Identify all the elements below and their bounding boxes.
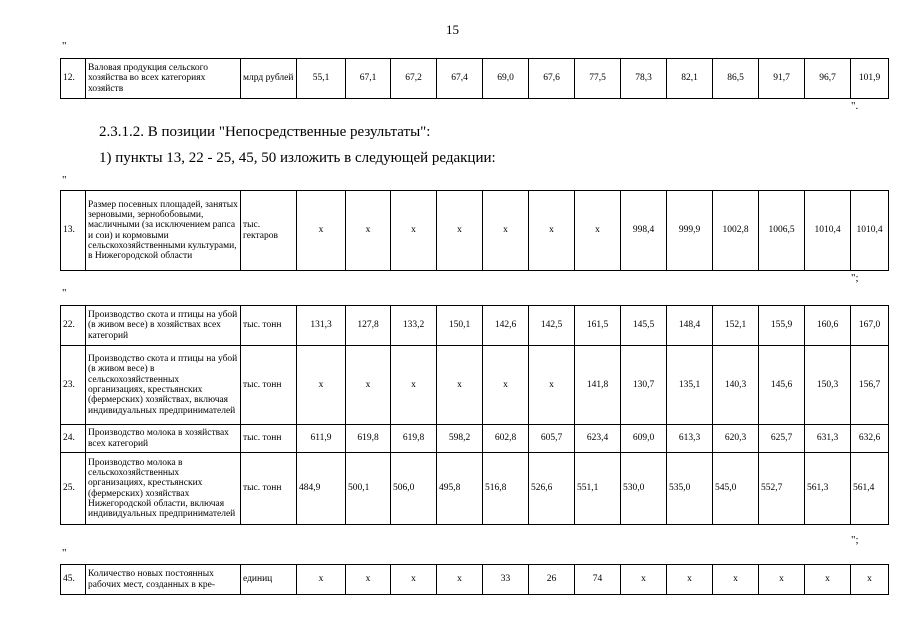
value-cell: 33: [483, 565, 529, 595]
indicator-name-cell: Производство молока в хозяйствах всех категорий: [86, 425, 241, 453]
table-rows-22-25: [60, 305, 889, 525]
value-cell: 495,8: [437, 453, 483, 525]
value-cell: x: [297, 191, 346, 271]
value-cell: x: [805, 565, 851, 595]
value-cell: 131,3: [297, 306, 346, 346]
value-cell: 620,3: [713, 425, 759, 453]
value-cell: x: [391, 565, 437, 595]
value-cell: 82,1: [667, 59, 713, 99]
paragraph-instruction: 1) пункты 13, 22 - 25, 45, 50 изложить в следующей редакции:: [99, 150, 496, 166]
value-cell: 141,8: [575, 346, 621, 425]
table-row: [61, 191, 889, 271]
closing-quote-mark: ".: [851, 100, 859, 112]
value-cell: 625,7: [759, 425, 805, 453]
value-cell: x: [437, 191, 483, 271]
value-cell: 55,1: [297, 59, 346, 99]
value-cell: 161,5: [575, 306, 621, 346]
value-cell: 619,8: [391, 425, 437, 453]
opening-quote: ": [62, 40, 67, 52]
value-cell: 602,8: [483, 425, 529, 453]
value-cell: x: [346, 565, 391, 595]
paragraph-2-3-1-2: 2.3.1.2. В позиции "Непосредственные результаты":: [99, 124, 431, 140]
value-cell: x: [437, 565, 483, 595]
indicator-name-cell: Валовая продукция сельского хозяйства во всех категориях хозяйств: [86, 59, 241, 99]
value-cell: 999,9: [667, 191, 713, 271]
value-cell: 74: [575, 565, 621, 595]
value-cell: 86,5: [713, 59, 759, 99]
value-cell: 160,6: [805, 306, 851, 346]
row-number-cell: 12.: [61, 59, 86, 99]
value-cell: 545,0: [713, 453, 759, 525]
value-cell: 561,3: [805, 453, 851, 525]
table-row-13: [60, 190, 889, 271]
value-cell: 506,0: [391, 453, 437, 525]
value-cell: 530,0: [621, 453, 667, 525]
value-cell: 148,4: [667, 306, 713, 346]
value-cell: 619,8: [346, 425, 391, 453]
value-cell: 598,2: [437, 425, 483, 453]
table-row-12: [60, 58, 889, 99]
value-cell: x: [621, 565, 667, 595]
value-cell: 142,5: [529, 306, 575, 346]
table-row: [61, 306, 889, 346]
value-cell: 1002,8: [713, 191, 759, 271]
row-number-cell: 25.: [61, 453, 86, 525]
value-cell: x: [297, 346, 346, 425]
value-cell: 632,6: [851, 425, 889, 453]
value-cell: x: [667, 565, 713, 595]
indicator-name-cell: Производство скота и птицы на убой (в живом весе) в сельскохозяйственных организациях, крестьянских (фермерских) хозяйствах, включая индивидуальных предпринимателей: [86, 346, 241, 425]
value-cell: 167,0: [851, 306, 889, 346]
value-cell: x: [851, 565, 889, 595]
value-cell: 156,7: [851, 346, 889, 425]
value-cell: 96,7: [805, 59, 851, 99]
row-number-cell: 13.: [61, 191, 86, 271]
value-cell: 535,0: [667, 453, 713, 525]
value-cell: 67,2: [391, 59, 437, 99]
value-cell: 1006,5: [759, 191, 805, 271]
value-cell: x: [529, 191, 575, 271]
unit-cell: тыс. гектаров: [241, 191, 297, 271]
row-number-cell: 23.: [61, 346, 86, 425]
value-cell: 609,0: [621, 425, 667, 453]
value-cell: x: [437, 346, 483, 425]
value-cell: 91,7: [759, 59, 805, 99]
value-cell: 69,0: [483, 59, 529, 99]
row-number-cell: 24.: [61, 425, 86, 453]
value-cell: 561,4: [851, 453, 889, 525]
value-cell: 611,9: [297, 425, 346, 453]
value-cell: 67,4: [437, 59, 483, 99]
unit-cell: млрд рублей: [241, 59, 297, 99]
indicator-name-cell: Производство молока в сельскохозяйственных организациях, крестьянских (фермерских) хозяйствах Нижегородской области, включая индивидуальных предпринимателей: [86, 453, 241, 525]
page-number: 15: [446, 22, 459, 37]
value-cell: 484,9: [297, 453, 346, 525]
closing-quote-mark: ";: [851, 272, 859, 284]
table-row: [61, 346, 889, 425]
value-cell: 152,1: [713, 306, 759, 346]
table-row: [61, 565, 889, 595]
value-cell: x: [759, 565, 805, 595]
value-cell: 77,5: [575, 59, 621, 99]
indicator-name-cell: Размер посевных площадей, занятых зерновыми, зернобобовыми, масличными (за исключением рапса и сои) и кормовыми сельскохозяйственными культурами, в Нижегородской области: [86, 191, 241, 271]
value-cell: 101,9: [851, 59, 889, 99]
value-cell: x: [713, 565, 759, 595]
table-row: [61, 453, 889, 525]
value-cell: x: [483, 191, 529, 271]
value-cell: x: [483, 346, 529, 425]
value-cell: x: [346, 191, 391, 271]
value-cell: x: [575, 191, 621, 271]
value-cell: 150,1: [437, 306, 483, 346]
opening-quote: ": [62, 174, 67, 186]
value-cell: 998,4: [621, 191, 667, 271]
value-cell: 1010,4: [805, 191, 851, 271]
unit-cell: тыс. тонн: [241, 425, 297, 453]
value-cell: x: [391, 191, 437, 271]
value-cell: 145,6: [759, 346, 805, 425]
value-cell: 552,7: [759, 453, 805, 525]
value-cell: x: [529, 346, 575, 425]
unit-cell: тыс. тонн: [241, 453, 297, 525]
row-number-cell: 45.: [61, 565, 86, 595]
value-cell: 516,8: [483, 453, 529, 525]
value-cell: 67,6: [529, 59, 575, 99]
value-cell: 135,1: [667, 346, 713, 425]
value-cell: 500,1: [346, 453, 391, 525]
value-cell: 1010,4: [851, 191, 889, 271]
table-row-45: [60, 564, 889, 595]
value-cell: 78,3: [621, 59, 667, 99]
value-cell: 155,9: [759, 306, 805, 346]
table-row: [61, 425, 889, 453]
unit-cell: тыс. тонн: [241, 306, 297, 346]
value-cell: 26: [529, 565, 575, 595]
value-cell: 140,3: [713, 346, 759, 425]
value-cell: 130,7: [621, 346, 667, 425]
value-cell: 133,2: [391, 306, 437, 346]
indicator-name-cell: Количество новых постоянных рабочих мест, созданных в кре-: [86, 565, 241, 595]
value-cell: x: [346, 346, 391, 425]
value-cell: 67,1: [346, 59, 391, 99]
value-cell: x: [391, 346, 437, 425]
unit-cell: тыс. тонн: [241, 346, 297, 425]
unit-cell: единиц: [241, 565, 297, 595]
value-cell: 127,8: [346, 306, 391, 346]
value-cell: 150,3: [805, 346, 851, 425]
row-number-cell: 22.: [61, 306, 86, 346]
value-cell: 631,3: [805, 425, 851, 453]
closing-quote-mark: ";: [851, 534, 859, 546]
table-row: [61, 59, 889, 99]
opening-quote: ": [62, 547, 67, 559]
value-cell: 551,1: [575, 453, 621, 525]
value-cell: 623,4: [575, 425, 621, 453]
value-cell: 613,3: [667, 425, 713, 453]
value-cell: 142,6: [483, 306, 529, 346]
indicator-name-cell: Производство скота и птицы на убой (в живом весе) в хозяйствах всех категорий: [86, 306, 241, 346]
value-cell: 526,6: [529, 453, 575, 525]
value-cell: 605,7: [529, 425, 575, 453]
opening-quote: ": [62, 287, 67, 299]
value-cell: x: [297, 565, 346, 595]
value-cell: 145,5: [621, 306, 667, 346]
